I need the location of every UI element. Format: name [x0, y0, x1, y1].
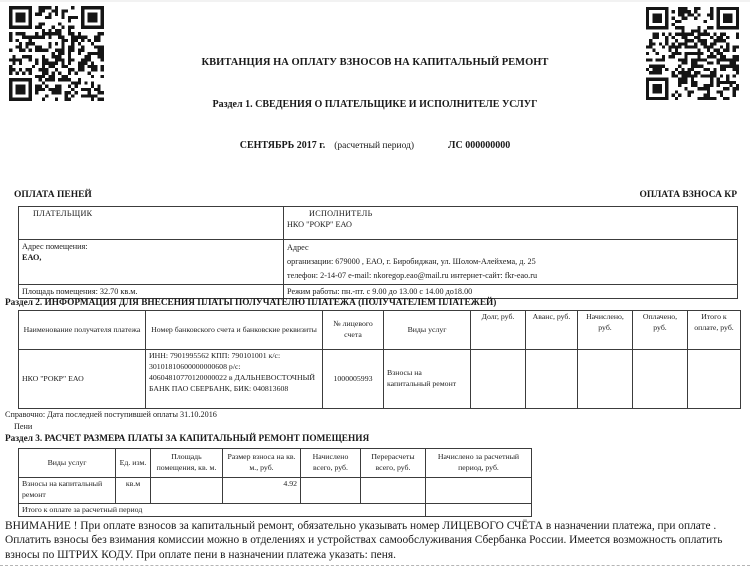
contribution-payment-label: ОПЛАТА ВЗНОСА КР — [639, 190, 737, 200]
section1-title: Раздел 1. СВЕДЕНИЯ О ПЛАТЕЛЬЩИКЕ И ИСПОЛНИТЕЛЕ УСЛУГ — [212, 99, 538, 110]
cell-personal-account: 1000005993 — [323, 350, 384, 409]
reference-note: Справочно: Дата последней поступившей оплаты 31.10.2016 — [5, 410, 217, 419]
cell3-unit: кв.м — [116, 478, 151, 504]
payment-info-data-row — [19, 350, 741, 409]
premise-address-cell — [19, 240, 284, 285]
penalty-payment-label: ОПЛАТА ПЕНЕЙ — [14, 190, 92, 200]
cut-line — [0, 565, 750, 566]
col-bank-details: Номер банковского счета и банковские реквизиты — [146, 311, 323, 350]
section3-title: Раздел 3. РАСЧЕТ РАЗМЕРА ПЛАТЫ ЗА КАПИТАЛЬНЫЙ РЕМОНТ ПОМЕЩЕНИЯ — [5, 434, 370, 444]
premise-address-value: ЕАО, — [22, 253, 42, 263]
col-total-due: Итого к оплате, руб. — [688, 311, 741, 350]
qr-code-left — [8, 6, 105, 101]
col-advance: Аванс, руб. — [526, 311, 578, 350]
cell3-recalculations — [361, 478, 426, 504]
executor-title: ИСПОЛНИТЕЛЬ — [309, 209, 373, 218]
cell-service: Взносы на капитальный ремонт — [384, 350, 471, 409]
cell-recipient-name: НКО "РОКР" ЕАО — [19, 350, 146, 409]
penalty-note: Пени — [14, 422, 33, 431]
calculation-total-row — [19, 504, 532, 517]
payer-title-cell: ПЛАТЕЛЬЩИК — [19, 207, 284, 240]
cell-bank-details: ИНН: 7901995562 КПП: 790101001 к/с: 30101810600000000608 р/с: 40604810770120000022 в ДАЛЬНЕВОСТОЧНЫЙ БАНК ПАО СБЕРБАНК, БИК: 040813608 — [146, 350, 323, 409]
page-title: КВИТАНЦИЯ НА ОПЛАТУ ВЗНОСОВ НА КАПИТАЛЬНЫЙ РЕМОНТ — [201, 57, 549, 68]
payment-info-header-row — [19, 311, 741, 350]
payer-executor-table — [18, 206, 738, 299]
calculation-data-row — [19, 478, 532, 504]
col3-area: Площадь помещения, кв. м. — [151, 449, 223, 478]
cell3-service: Взносы на капитальный ремонт — [19, 478, 116, 504]
account-number: ЛС 000000000 — [448, 140, 511, 151]
col-recipient-name: Наименование получателя платежа — [19, 311, 146, 350]
executor-title-cell — [284, 207, 738, 240]
total-row-label: Итого к оплате за расчетный период — [19, 504, 426, 517]
executor-name: НКО "РОКР" ЕАО — [287, 220, 352, 230]
col-services: Виды услуг — [384, 311, 471, 350]
col-debt: Долг, руб. — [471, 311, 526, 350]
cell3-accrued-period — [426, 478, 532, 504]
qr-code-right — [645, 7, 740, 100]
org-address-cell — [284, 240, 738, 285]
col3-rate: Размер взноса на кв. м., руб. — [223, 449, 301, 478]
col3-accrued-period: Начислено за расчетный период, руб. — [426, 449, 532, 478]
cell3-accrued-total — [301, 478, 361, 504]
col3-accrued-total: Начислено всего, руб. — [301, 449, 361, 478]
org-contacts-line: телефон: 2-14-07 e-mail: nkoregop.eao@mail.ru интернет-сайт: fkr-eao.ru — [287, 271, 538, 280]
billing-period-line — [0, 140, 750, 151]
calculation-table — [18, 448, 532, 517]
payment-labels — [14, 190, 737, 200]
cell3-rate: 4.92 — [223, 478, 301, 504]
col3-services: Виды услуг — [19, 449, 116, 478]
col-paid: Оплачено, руб. — [633, 311, 688, 350]
col-personal-account: № лицевого счета — [323, 311, 384, 350]
cell-total-due — [688, 350, 741, 409]
cell-advance — [526, 350, 578, 409]
org-address-line: организации: 679000 , ЕАО, г. Биробиджан, ул. Шолом-Алейхема, д. 25 — [287, 257, 536, 266]
cell-debt — [471, 350, 526, 409]
cell3-area — [151, 478, 223, 504]
col-accrued: Начислено, руб. — [578, 311, 633, 350]
work-hours-cell: Режим работы: пн.-пт. с 9.00 до 13.00 с 14.00 до18.00 — [284, 285, 738, 299]
section2-title: Раздел 2. ИНФОРМАЦИЯ ДЛЯ ВНЕСЕНИЯ ПЛАТЫ ПОЛУЧАТЕЛЮ ПЛАТЕЖА (ПОЛУЧАТЕЛЕМ ПЛАТЕЖЕЙ) — [5, 298, 497, 308]
col3-unit: Ед. изм. — [116, 449, 151, 478]
cell-accrued — [578, 350, 633, 409]
cell-paid — [633, 350, 688, 409]
org-address-label: Адрес — [287, 243, 309, 252]
col3-recalculations: Перерасчеты всего, руб. — [361, 449, 426, 478]
total-row-value — [426, 504, 532, 517]
billing-period-note: (расчетный период) — [334, 141, 415, 151]
warning-text: ВНИМАНИЕ ! При оплате взносов за капитальный ремонт, обязательно указывать номер ЛИЦЕВОГО СЧЁТА в назначении платежа, при оплате . Оплатить взносы без взимания комиссии можно в отделениях и устройствах самообслуживания Сбербанка России. Имеется возможность оплатить взносы по ШТРИХ КОДУ. При оплате пени в назначении платежа указать: пеня. — [5, 520, 723, 561]
billing-period: СЕНТЯБРЬ 2017 г. — [239, 140, 326, 151]
premise-area-cell: Площадь помещения: 32.70 кв.м. — [19, 285, 284, 299]
calculation-header-row — [19, 449, 532, 478]
payment-info-table — [18, 310, 741, 409]
premise-address-label: Адрес помещения: — [22, 242, 88, 251]
